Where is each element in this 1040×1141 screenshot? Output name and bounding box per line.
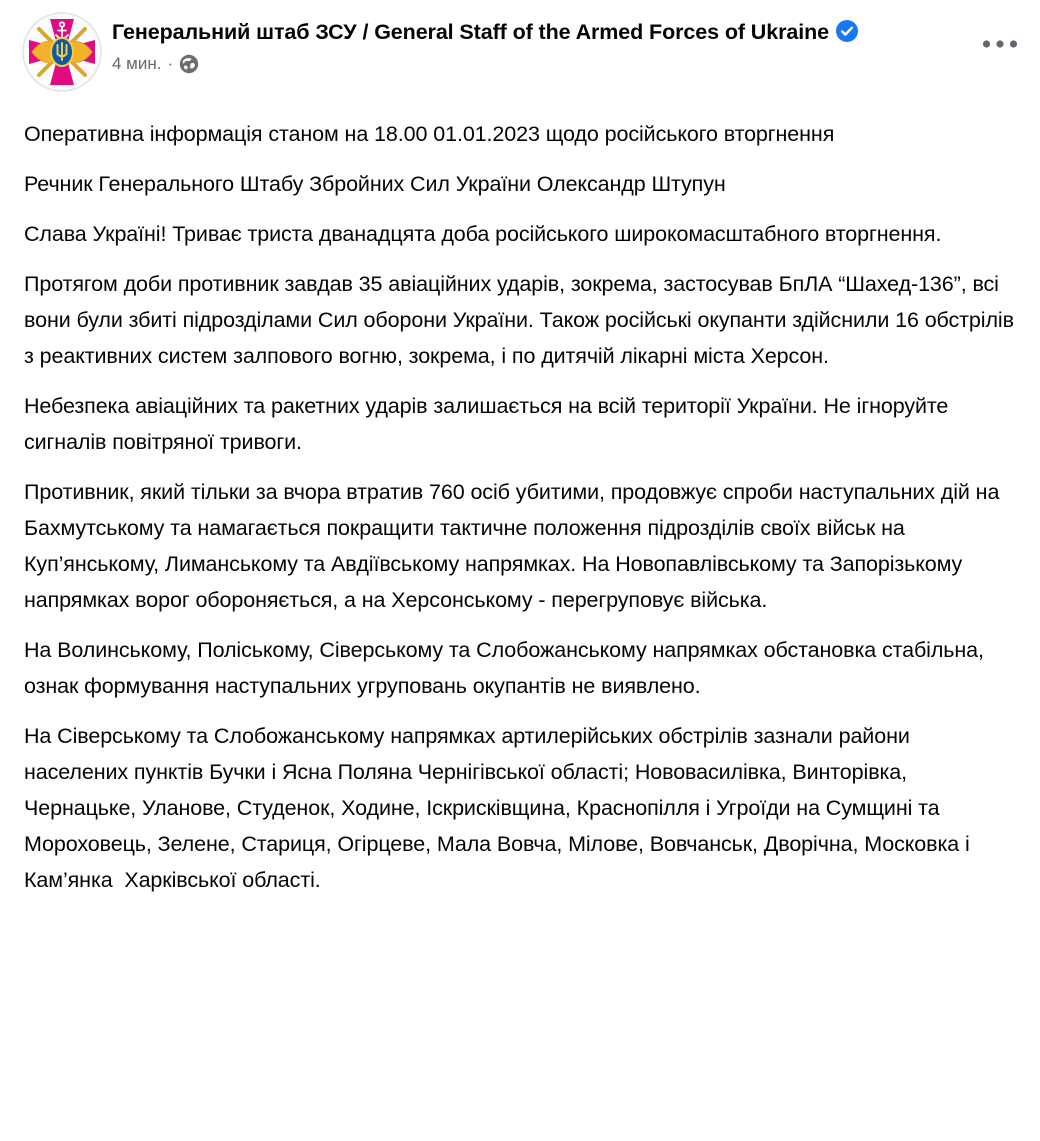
post-paragraph: На Сіверському та Слобожанському напрямках артилерійських обстрілів зазнали райони населених пунктів Бучки і Ясна Поляна Чернігівської області; Нововасилівка, Винторівка, Чернацьке, Уланове, Студенок, Ходине, Іскрисківщина, Краснопілля і Угроїди на Сумщині та Мороховець, Зелене, Стариця, Огірцеве, Мала Вовча, Мілове, Вовчанськ, Дворічна, Московка і Кам’янка Харківської області. [24,724,976,892]
post-paragraph: Оперативна інформація станом на 18.00 01.01.2023 щодо російського вторгнення [24,122,835,146]
avatar[interactable] [22,12,102,92]
post-paragraph: Протягом доби противник завдав 35 авіаційних ударів, зокрема, застосував БпЛА “Шахед-136”, всі вони були збиті підрозділами Сил оборони України. Також російські окупанти здійснили 16 обстрілів з реактивних систем залпового вогню, зокрема, і по дитячій лікарні міста Херсон. [24,272,1020,368]
post-text [0,92,1040,922]
post-subline [112,54,858,74]
general-staff-emblem-icon [22,12,102,92]
author-name[interactable]: Генеральний штаб ЗСУ / General Staff of the Armed Forces of Ukraine [112,20,829,44]
globe-icon [179,54,199,74]
ellipsis-icon [982,40,1018,48]
timestamp[interactable]: 4 мин. [112,54,162,73]
post-paragraph: На Волинському, Поліському, Сіверському та Слобожанському напрямках обстановка стабільна, ознак формування наступальних угруповань окупантів не виявлено. [24,638,990,698]
post-paragraph: Слава Україні! Триває триста дванадцята доба російського широкомасштабного вторгнення. [24,222,942,246]
post-header [0,0,1040,92]
author-line [112,17,858,48]
verified-badge-icon [836,20,858,42]
post-meta [112,12,858,74]
post-paragraph: Речник Генерального Штабу Збройних Сил України Олександр Штупун [24,172,726,196]
post-paragraph: Противник, який тільки за вчора втратив 760 осіб убитими, продовжує спроби наступальних дій на Бахмутському та намагається покращити тактичне положення підрозділів своїх військ на Куп’янському, Лиманському та Авдіївському напрямках. На Новопавлівському та Запорізькому напрямках ворог обороняється, а на Херсонському - перегруповує війська. [24,480,1006,612]
post-paragraph: Небезпека авіаційних та ракетних ударів залишається на всій території України. Не ігноруйте сигналів повітряної тривоги. [24,394,955,454]
more-options-button[interactable] [976,26,1024,62]
separator-dot: · [167,54,174,73]
